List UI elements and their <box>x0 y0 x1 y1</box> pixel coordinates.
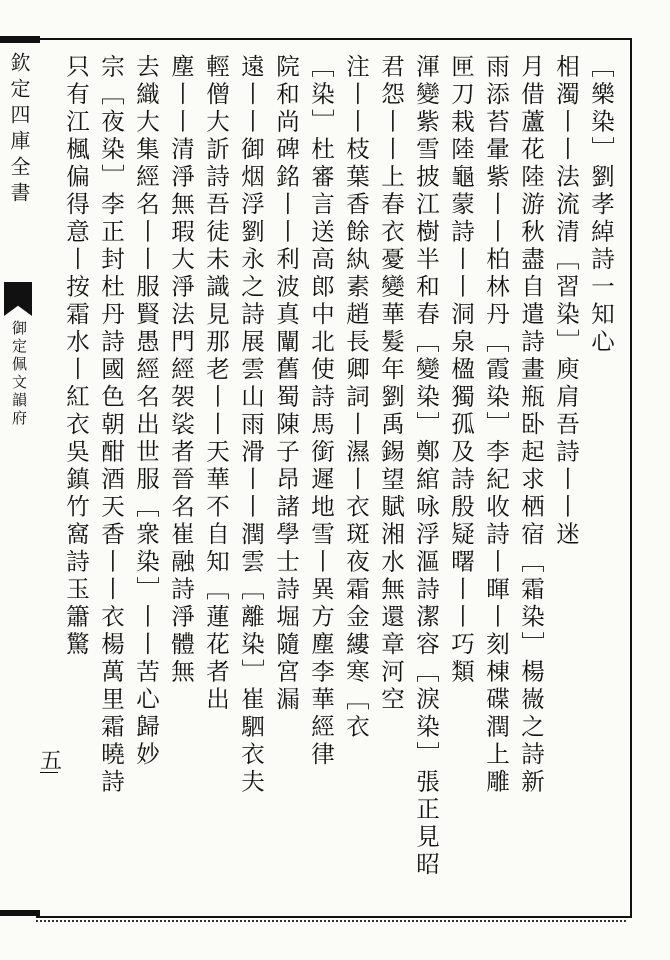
text-column-4: 雨添苔暈紫丨丨柏林丹﹇霞染﹈李紀收詩丨暉丨刻棟碟潤上雕 <box>482 54 510 797</box>
text-column-6: 渾變紫雪披江樹半和春﹇變染﹈鄭綰咏浮漚詩潔容﹇淚染﹈張正見昭 <box>412 54 440 879</box>
text-column-13: 塵丨丨清淨無瑕大淨法門經袈裟者晉名崔融詩淨體無 <box>167 54 195 687</box>
folio-number: 五 <box>40 749 63 774</box>
text-column-12: 輕僧大訢詩吾徒未識見那老丨丨天華不自知﹇蓮花者出 <box>202 54 230 714</box>
text-column-14: 去織大集經名丨丨服賢愚經名出世服﹇衆染﹈丨丨苦心歸妙 <box>132 54 160 769</box>
bottom-dotted-rule <box>36 920 626 922</box>
text-column-7: 君怨丨丨上春衣憂變華髮年劉禹錫望賦湘水無還章河空 <box>377 54 405 714</box>
folio-rule <box>40 772 58 773</box>
text-column-3: 月借蘆花陸游秋盡自遣詩畫瓶卧起求栖宿﹇霜染﹈楊嶶之詩新 <box>517 54 545 797</box>
text-column-9: ﹇染﹈杜審言送高郎中北使詩馬銜遲地雪丨異方塵李華經律 <box>307 54 335 769</box>
text-column-11: 遠丨丨御烟浮劉永之詩展雲山雨滑丨丨潤雲﹇離染﹈崔駟衣夫 <box>237 54 265 797</box>
margin-work-title: 御定佩文韻府 <box>10 320 28 428</box>
text-column-2: 相濁丨丨法流清﹇習染﹈庾肩吾詩丨丨迷 <box>552 54 580 549</box>
margin-book-title: 欽定四庫全書 <box>7 52 31 208</box>
text-column-1: ﹇樂染﹈劉孝綽詩一知心 <box>587 54 615 357</box>
text-column-16: 只有江楓偏得意丨按霜水丨紅衣吳鎮竹窩詩玉簫驚 <box>62 54 90 659</box>
text-column-5: 匣刀栽陸龜蒙詩丨丨洞泉楹獨孤及詩殷疑曙丨丨巧類 <box>447 54 475 687</box>
top-rule <box>0 36 40 43</box>
text-column-15: 宗﹇夜染﹈李正封杜丹詩國色朝酣酒天香丨丨衣楊萬里霜曉詩 <box>97 54 125 797</box>
text-column-8: 注丨丨枝葉香餘紈素趙長卿詞丨濕丨衣斑夜霜金縷寒﹇衣 <box>342 54 370 742</box>
text-column-10: 院和尚碑銘丨丨利波真闡舊蜀陳子昂諸學士詩堀隨宮漏 <box>272 54 300 714</box>
